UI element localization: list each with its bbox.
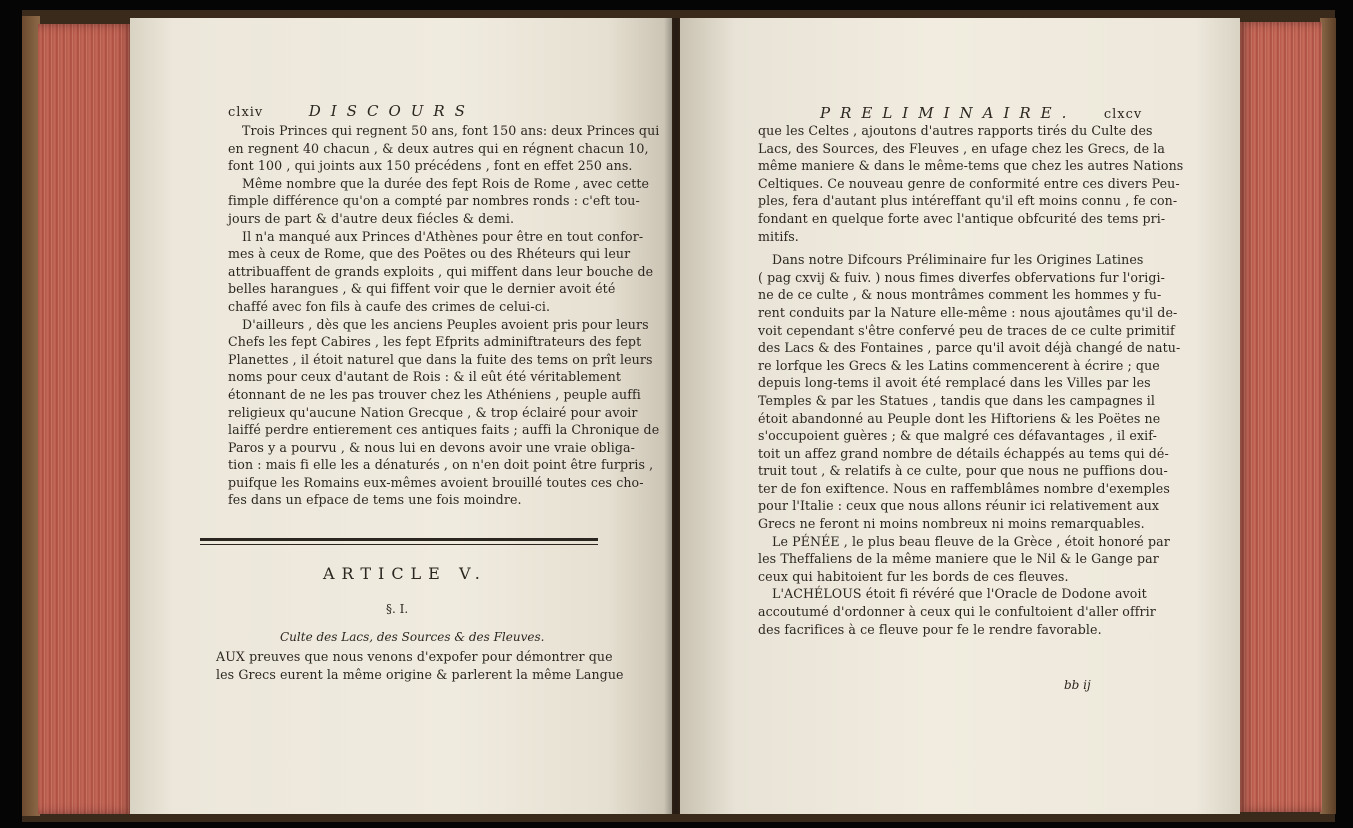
left-folio: clxiv [228, 105, 264, 120]
text-line: pour l'Italie : ceux que nous allons réunir ici relativement aux [758, 498, 1160, 514]
right-page [680, 18, 1240, 814]
ornamental-rule-thick [200, 538, 598, 541]
text-line: D'ailleurs , dès que les anciens Peuples avoient pris pour leurs [242, 316, 649, 332]
text-line: accoutumé d'ordonner à ceux qui le confultoient d'aller offrir [758, 604, 1156, 620]
text-line: laiffé perdre entierement ces antiques faits ; auffi la Chronique de [228, 422, 660, 438]
text-line: jours de part & d'autre deux fiécles & demi. [228, 210, 515, 226]
text-line: AUX preuves que nous venons d'expofer pour démontrer que [216, 649, 613, 664]
text-line: toit un affez grand nombre de détails échappés au tems qui dé- [758, 445, 1169, 461]
text-line: depuis long-tems il avoit été remplacé dans les Villes par les [758, 375, 1151, 391]
ornamental-rule-thin [200, 544, 598, 545]
text-line: fondant en quelque forte avec l'antique obfcurité des tems pri- [758, 210, 1166, 226]
text-line: ( pag cxvij & fuiv. ) nous fimes diverfes obfervations fur l'origi- [758, 269, 1165, 285]
section-mark: §. I. [386, 602, 409, 616]
text-line: même maniere & dans le même-tems que chez les autres Nations [758, 158, 1184, 174]
text-line: Il n'a manqué aux Princes d'Athènes pour être en tout confor- [242, 228, 644, 244]
text-line: ter de fon exiftence. Nous en raffemblâmes nombre d'exemples [758, 480, 1170, 496]
article-heading: ARTICLE V. [323, 564, 487, 583]
text-line: en regnent 40 chacun , & deux autres qui en régnent chacun 10, [228, 140, 649, 156]
text-line: Temples & par les Statues , tandis que dans les campagnes il [758, 392, 1156, 408]
text-line: belles harangues , & qui fiffent voir que le dernier avoit été [228, 281, 616, 297]
right-page-edges [1238, 22, 1322, 812]
text-line: Planettes , il étoit naturel que dans la fuite des tems on prît leurs [228, 351, 653, 367]
text-line: étonnant de ne les pas trouver chez les Athéniens , peuple auffi [228, 386, 641, 402]
section-subheading: Culte des Lacs, des Sources & des Fleuves. [280, 630, 545, 644]
text-line: ne de ce culte , & nous montrâmes comment les hommes y fu- [758, 287, 1162, 303]
right-running-head [820, 104, 1142, 122]
left-running-title: DISCOURS [308, 102, 475, 120]
text-line: religieux qu'aucune Nation Grecque , & trop éclairé pour avoir [228, 404, 638, 420]
text-line: rent conduits par la Nature elle-même : nous ajoutâmes qu'il de- [758, 304, 1178, 320]
text-line: noms pour ceux d'autant de Rois : & il eût été véritablement [228, 369, 621, 385]
text-line: les Grecs eurent la même origine & parlerent la même Langue [216, 666, 624, 682]
signature-mark: bb ij [1064, 678, 1091, 692]
text-line: truit tout , & relatifs à ce culte, pour que nous ne puffions dou- [758, 463, 1168, 479]
text-line: Paros y a pourvu , & nous lui en devons avoir une vraie obliga- [228, 439, 636, 455]
left-page [130, 18, 672, 814]
right-cover-edge [1320, 18, 1336, 814]
text-line: re lorfque les Grecs & les Latins commencerent à écrire ; que [758, 357, 1160, 373]
left-body-text [228, 122, 668, 509]
text-line: Même nombre que la durée des fept Rois de Rome , avec cette [242, 175, 650, 191]
left-final-text [216, 648, 666, 683]
text-line: Le PÉNÉE , le plus beau fleuve de la Grèce , étoit honoré par [772, 533, 1170, 549]
text-line: s'occupoient guères ; & que malgré ces défavantages , il exif- [758, 428, 1157, 444]
left-running-head [228, 102, 475, 120]
text-line: les Theffaliens de la même maniere que le Nil & le Gange par [758, 551, 1159, 567]
text-line: Dans notre Difcours Préliminaire fur les Origines Latines [772, 252, 1144, 268]
text-line: des Lacs & des Fontaines , parce qu'il avoit déjà changé de natu- [758, 340, 1181, 356]
right-folio: clxcv [1103, 107, 1143, 122]
text-line: Lacs, des Sources, des Fleuves , en ufage chez les Grecs, de la [758, 140, 1166, 156]
text-line: étoit abandonné au Peuple dont les Hiftoriens & les Poëtes ne [758, 410, 1161, 426]
right-running-title: PRELIMINAIRE. [820, 104, 1077, 122]
text-line: fimple différence qu'on a compté par nombres ronds : c'eft tou- [228, 193, 640, 209]
text-line: fes dans un efpace de tems une fois moindre. [228, 492, 522, 508]
text-line: que les Celtes , ajoutons d'autres rapports tirés du Culte des [758, 123, 1153, 138]
text-line: Celtiques. Ce nouveau genre de conformité entre ces divers Peu- [758, 175, 1180, 191]
text-line: tion : mais fi elle les a dénaturés , on n'en doit point être furpris , [228, 457, 654, 473]
text-line: font 100 , qui joints aux 150 précédens , font en effet 250 ans. [228, 158, 633, 174]
text-line: Grecs ne feront ni moins nombreux ni moins remarquables. [758, 516, 1145, 532]
right-body-text [758, 122, 1224, 638]
text-line: mes à ceux de Rome, que des Poëtes ou des Rhéteurs qui leur [228, 246, 631, 262]
text-line: ples, fera d'autant plus intéreffant qu'il eft moins connu , fe con- [758, 193, 1178, 209]
text-line: Trois Princes qui regnent 50 ans, font 150 ans: deux Princes qui [242, 123, 660, 138]
text-line: attribuaffent de grands exploits , qui miffent dans leur bouche de [228, 263, 654, 279]
text-line: chaffé avec fon fils à caufe des crimes de celui-ci. [228, 298, 551, 314]
text-line: L'ACHÉLOUS étoit fi révéré que l'Oracle de Dodone avoit [772, 586, 1147, 602]
text-line: Chefs les fept Cabires , les fept Efprits adminiftrateurs des fept [228, 334, 642, 350]
text-line: ceux qui habitoient fur les bords de ces fleuves. [758, 568, 1069, 584]
left-page-edges [38, 24, 134, 814]
text-line: mitifs. [758, 228, 799, 244]
text-line: des facrifices à ce fleuve pour fe le rendre favorable. [758, 621, 1102, 637]
text-line: puifque les Romains eux-mêmes avoient brouillé toutes ces cho- [228, 474, 644, 490]
text-line: voit cependant s'être confervé peu de traces de ce culte primitif [758, 322, 1175, 338]
